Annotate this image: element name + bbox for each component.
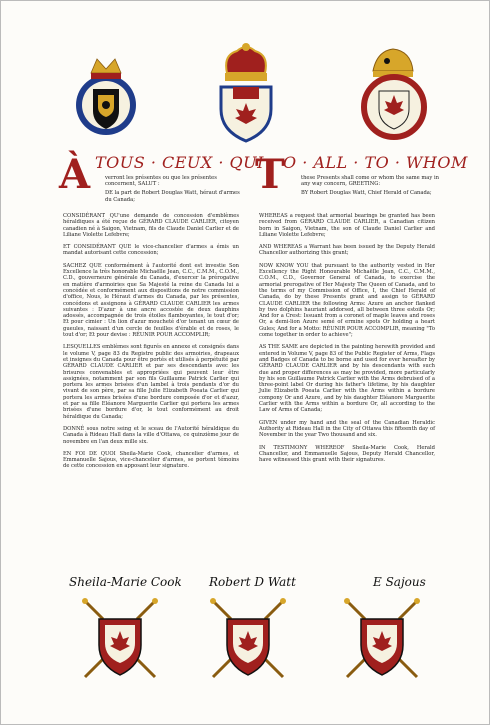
french-intro-line: concernent, SALUT : [105, 181, 160, 188]
french-paragraph: CONSIDÉRANT QU'une demande de concession d'emblèmes héraldiques a été reçue de GÉRARD CLAUDE CARLIER, citoyen canadien né à Saigon, Vietnam, fils de Claude Daniel Carlier et de Liliane Violette Lefebvre; [63, 213, 239, 238]
french-intro-line: DE la part de Robert Douglas Watt, héraut d'armes [105, 190, 240, 197]
arms-of-chief-herald-icon [357, 41, 431, 141]
french-paragraph: EN FOI DE QUOI Sheila-Marie Cook, chancelier d'armes, et Emmanuelle Sajous, vice-chancelier d'armes, se portent témoins de cette concession en apposant leur signature. [63, 450, 239, 470]
english-heading: O · ALL · TO · WHOM [283, 153, 468, 172]
seal-middle-icon [207, 593, 289, 685]
french-paragraph: ET CONSIDÉRANT QUE le vice-chancelier d'armes a émis un mandat autorisant cette concession; [63, 244, 239, 257]
french-paragraph: LESQUELLES emblèmes sont figurés en annexe et consignés dans le volume V, page 83 du Registre public des armoiries, drapeaux et insignes du Canada pour être portés et utilisés à perpétuité par GÉRARD CLAUDE CARLIER et par ses descendants avec les brisures convenables et appropriées qui peuvent leur être assignées, notamment par son fils Guillaume Patrick Carlier qui portera les armes brisées d'un lambel à trois pendants d'or du vivant de son père, par sa fille Julie Elizabeth Poeata Carlier qui portera les armes brisées d'une bordure composée d'or et d'azur, et par sa fille Eléanore Marguerite Carlier qui portera les armes brisées d'une bordure d'or, le tout conformément au droit héraldique du Canada; [63, 344, 239, 420]
french-text-column [63, 213, 239, 476]
french-paragraph: DONNÉ sous notre seing et le sceau de l'Autorité héraldique du Canada à Rideau Hall dans la ville d'Ottawa, ce quinzième jour de novembre en l'an deux mille six. [63, 425, 239, 445]
french-paragraph: SACHEZ QUE conformément à l'autorité dont est investie Son Excellence la très honorable Michaëlle Jean, C.C., C.M.M., C.O.M., C.D., gouverneure générale du Canada, d'exercer la prérogative en matière d'armoiries que Sa Majesté la reine du Canada lui a concédée et conformément aux dispositions de notre commission d'office, Nous, le Héraut d'armes du Canada, par les présentes, concédons et assignons à GÉRARD CLAUDE CARLIER les armes suivantes : D'azur à une ancre accostée de deux dauphins adossés, accompagnée de trois étoiles flamboyantes, le tout d'or; Et pour cimier : Un lion d'azur moucheté d'or tenant un cœur de gueules, naissant d'un cercle de feuilles d'érable et de roses, le tout d'or; Et pour devise : RÉUNIR POUR ACCOMPLIR; [63, 262, 239, 339]
english-text-column [259, 213, 435, 469]
french-heading: TOUS · CEUX · QUI [95, 153, 264, 172]
french-intro [105, 175, 245, 203]
french-intro-line: du Canada; [105, 196, 135, 203]
seal-left-icon [79, 593, 161, 685]
english-paragraph: GIVEN under my hand and the seal of the Canadian Heraldic Authority at Rideau Hall in the City of Ottawa this fifteenth day of November in the year Two thousand and six. [259, 419, 435, 439]
english-paragraph: AS THE SAME are depicted in the painting herewith provided and entered in Volume V, page 83 of the Public Register of Arms, Flags and Badges of Canada to be borne and used for ever hereafter by GÉRARD CLAUDE CARLIER and by his descendants with such due and proper differences as may be provided, more particularly by his son Guillaume Patrick Carlier with the Arms debruised of a three-point label Or during his father's lifetime, by his daughter Julie Elizabeth Poeata Carlier with the Arms within a bordure compony Or and Azure, and by his daughter Eléanore Marguerite Carlier with the Arms within a bordure Or, all according to the Law of Arms of Canada; [259, 344, 435, 414]
english-drop-cap: T [255, 151, 285, 198]
french-intro-line: verront les présentes ou que les présentes [105, 175, 217, 181]
arms-of-chancellor-icon [71, 43, 141, 141]
signature-deputy-herald-chancellor: E Sajous [373, 575, 426, 589]
english-paragraph: WHEREAS a request that armorial bearings be granted has been received from GÉRARD CLAUDE CARLIER, a Canadian citizen born in Saigon, Vietnam, the son of Claude Daniel Carlier and Liliane Violette Lefebvre; [259, 213, 435, 238]
signature-chief-herald: Robert D Watt [209, 575, 296, 589]
english-intro-line: these Presents shall come or whom the same may in [301, 175, 439, 181]
seal-right-icon [341, 593, 423, 685]
signature-herald-chancellor: Sheila-Marie Cook [69, 575, 182, 589]
arms-of-canada-icon [213, 39, 279, 145]
english-paragraph: NOW KNOW YOU that pursuant to the authority vested in Her Excellency the Right Honourable Michaëlle Jean, C.C., C.M.M., C.O.M., C.D., Governor General of Canada, to exercise the armorial prerogative of Her Majesty The Queen of Canada, and to the terms of my Commission of Office, I, the Chief Herald of Canada, do by these Presents grant and assign to GÉRARD CLAUDE CARLIER the following Arms: Azure an anchor flanked by two dolphins hauriant addorsed, all between three estoils Or; And for a Crest: Issuant from a coronet of maple leaves and roses Or, a demi-lion Azure semé of ermine spots Or holding a heart Gules; And for a Motto: RÉUNIR POUR ACCOMPLIR, meaning "To come together in order to achieve"; [259, 262, 435, 339]
english-intro-line: any way concern, GREETING: [301, 181, 381, 188]
english-intro-line: BY Robert Douglas Watt, Chief Herald of Canada; [301, 190, 432, 197]
english-intro [301, 175, 441, 197]
english-paragraph: IN TESTIMONY WHEREOF Sheila-Marie Cook, Herald Chancellor, and Emmanuelle Sajous, Deputy Herald Chancellor, have witnessed this grant with their signatures. [259, 444, 435, 464]
english-paragraph: AND WHEREAS a Warrant has been issued by the Deputy Herald Chancellor authorizing this grant; [259, 244, 435, 257]
french-drop-cap: À [59, 151, 91, 198]
